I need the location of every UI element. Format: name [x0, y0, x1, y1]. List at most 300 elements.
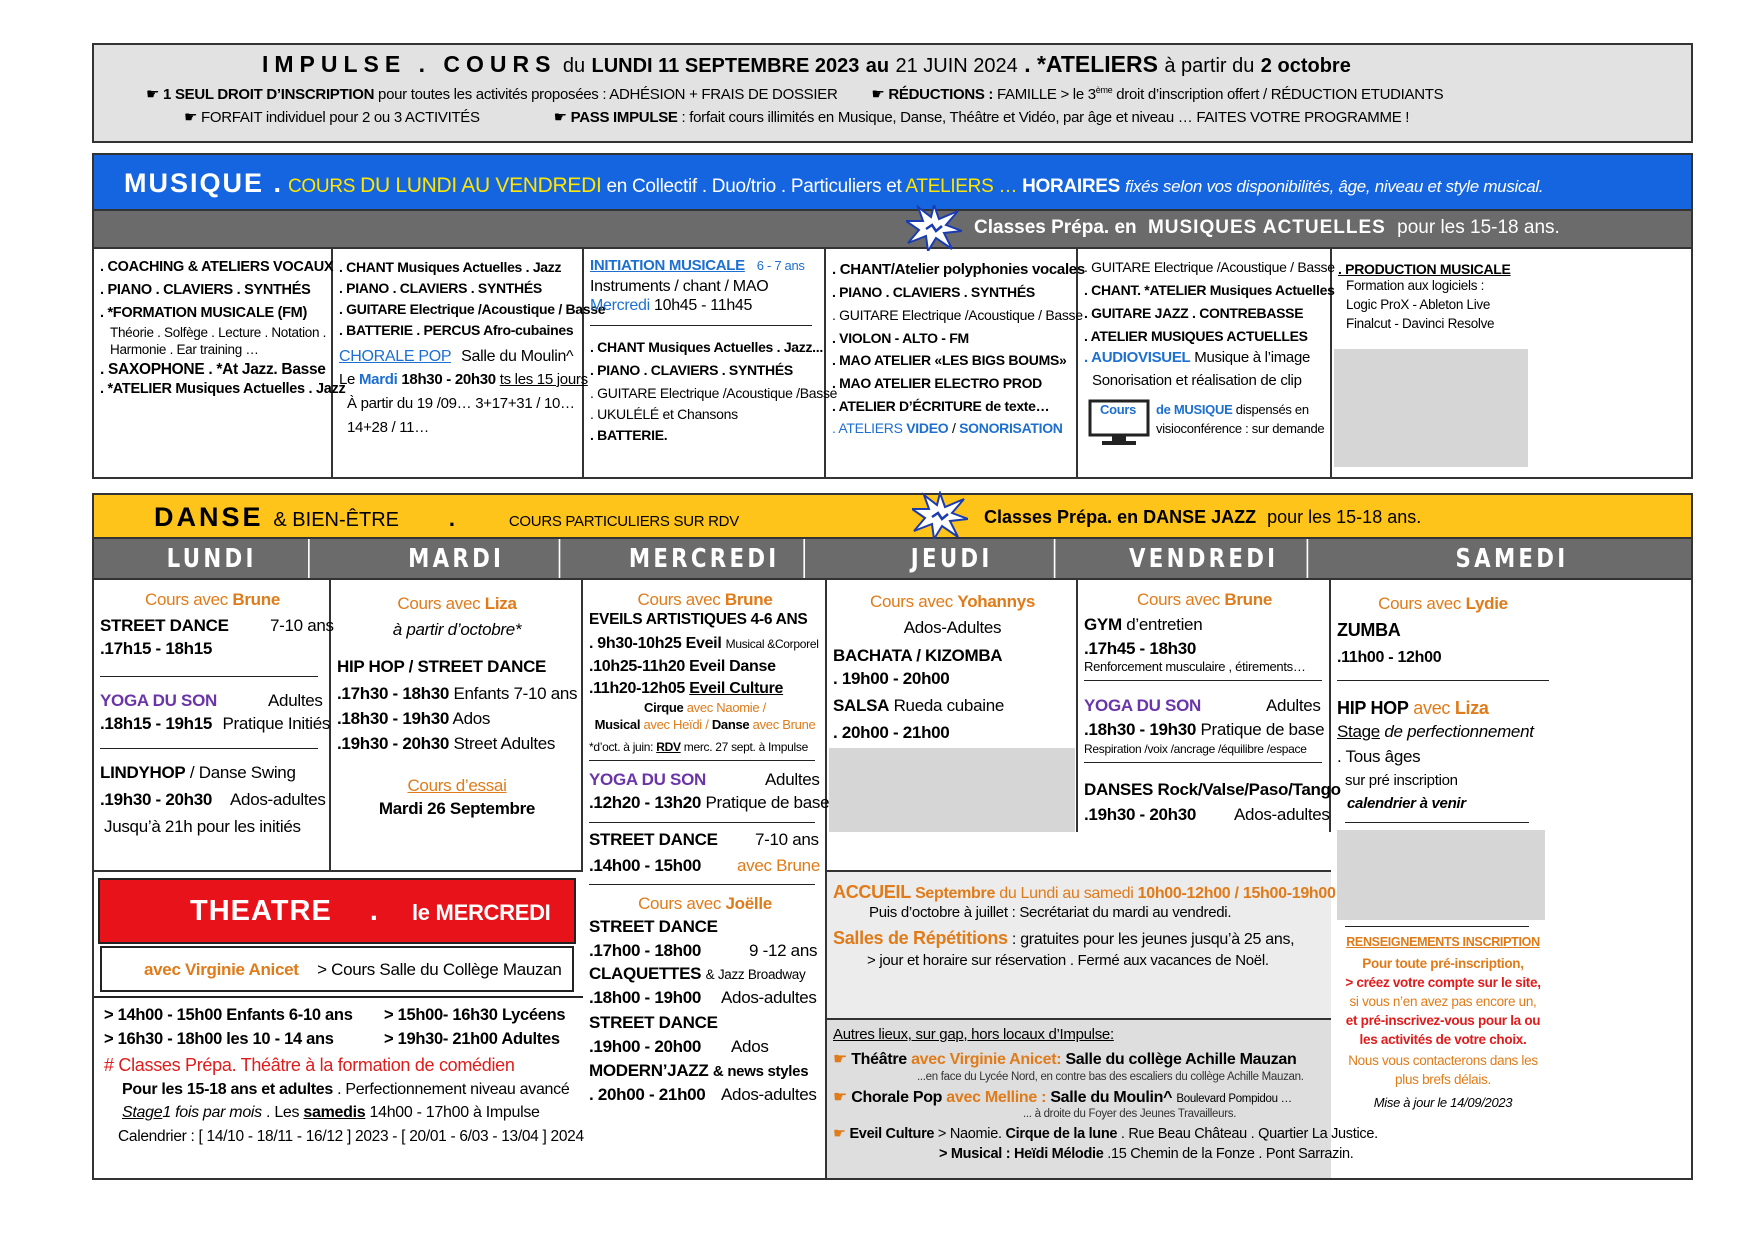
claquettes: [589, 964, 805, 984]
eveil-rdv: [589, 740, 808, 754]
list-item: . COACHING & ATELIERS VOCAUX: [100, 259, 334, 275]
header-line-2: [146, 85, 1443, 104]
theatre-title-bar: [98, 878, 576, 944]
list-item: Logic ProX - Ableton Live: [1346, 297, 1491, 312]
gym-note: Renforcement musculaire , étirements…: [1084, 659, 1306, 674]
mardi-prof: [331, 594, 583, 614]
musique-prepa-text: [974, 217, 1560, 240]
list-item: . ATELIER D’ÉCRITURE de texte…: [832, 398, 1050, 414]
image-placeholder: [1334, 349, 1528, 467]
list-item: . GUITARE JAZZ . CONTREBASSE: [1084, 305, 1304, 321]
le-mercredi: le MERCREDI: [411, 900, 551, 925]
danse-title-line: [154, 501, 739, 533]
musique-col-4: [826, 249, 1085, 477]
initiation-instruments: Instruments / chant / MAO: [590, 278, 769, 295]
prof-lydie: Lydie: [1465, 594, 1508, 613]
niveau: . Perfectionnement niveau avancé: [337, 1081, 570, 1098]
street-dance: STREET DANCE: [589, 917, 718, 936]
yoga-time: [589, 793, 829, 813]
theatre-schedule: [94, 996, 583, 1180]
reservation: > jour et horaire sur réservation . Fermé aux vacances de Noël.: [867, 952, 1269, 969]
group: Enfants 7-10 ans: [453, 684, 578, 703]
musique-col-5: [1078, 249, 1335, 477]
lieu-musical: [939, 1146, 1354, 1163]
sonorisation: SONORISATION: [959, 420, 1063, 436]
zumba: ZUMBA: [1337, 620, 1401, 640]
pointing-hand-icon: ☛: [833, 1051, 848, 1068]
danse-swing: / Danse Swing: [189, 763, 296, 782]
boulevard: Boulevard Pompidou …: [1176, 1093, 1292, 1105]
pointing-hand-icon: ☛: [553, 109, 567, 126]
hip-hop: HIP HOP / STREET DANCE: [337, 657, 547, 676]
musique-horaires: HORAIRES: [1022, 176, 1121, 197]
age: 7-10 ans: [270, 616, 334, 635]
time: .18h30 - 19h30: [1084, 720, 1197, 739]
list-item: . *ATELIER Musiques Actuelles . Jazz: [100, 381, 346, 397]
musique-ateliers: ATELIERS …: [905, 176, 1018, 197]
time: .19h30 - 20h30: [1084, 805, 1197, 824]
list-item: . CHANT/Atelier polyphonies vocales: [832, 261, 1085, 278]
cirque-lune: Cirque de la lune: [1005, 1126, 1118, 1142]
list-item: . GUITARE Electrique /Acoustique / Basse: [1084, 259, 1335, 275]
cours-avec: Cours avec: [1378, 594, 1462, 613]
salle-college: Salle du collège Achille Mauzan: [1065, 1051, 1297, 1068]
list-item: . GUITARE Electrique /Acoustique / Basse: [339, 301, 606, 317]
col-jeudi: [827, 580, 1078, 832]
news-styles: & news styles: [712, 1063, 809, 1080]
chorale-pop-link[interactable]: CHORALE POP: [339, 348, 451, 365]
title-ateliers: . *ATELIERS: [1024, 51, 1158, 77]
claquettes-title: CLAQUETTES: [589, 964, 702, 983]
accueil-box: [827, 870, 1336, 1020]
time: .18h30 - 19h30: [337, 709, 450, 728]
cours-avec: Cours avec: [638, 894, 722, 913]
list-item: . BATTERIE.: [590, 427, 668, 443]
jazz-broadway: & Jazz Broadway: [705, 967, 806, 982]
production-musicale: . PRODUCTION MUSICALE: [1338, 261, 1511, 277]
row: [337, 684, 577, 704]
musique-jours: DU LUNDI AU VENDREDI: [360, 174, 602, 197]
ateliers-video-line: [832, 420, 1063, 437]
frequence: 1 fois par mois: [162, 1104, 262, 1121]
prepa-label: Classes Prépa. en: [974, 217, 1137, 238]
time: . 19h00 - 20h00: [833, 669, 950, 688]
autres-lieux-box: [827, 1020, 1378, 1178]
avec-melline: avec Melline :: [946, 1089, 1047, 1106]
lundi-prof: [94, 590, 331, 610]
accueil-line-1: [833, 882, 1336, 904]
col-vendredi: [1078, 580, 1341, 832]
day-mercredi: MERCREDI: [605, 539, 805, 578]
rens-line: > créez votre compte sur le site,: [1345, 975, 1541, 990]
theatre-title-line: [190, 894, 550, 929]
rens-line: Pour toute pré-inscription,: [1362, 956, 1524, 971]
divider: [589, 760, 815, 761]
jours: du Lundi au samedi: [999, 885, 1134, 902]
eveil-row: [589, 679, 783, 698]
salsa: [833, 696, 1004, 716]
day-vendredi: VENDREDI: [1101, 539, 1308, 578]
time: .17h45 - 18h30: [1084, 639, 1197, 658]
initiation-age: 6 - 7 ans: [756, 258, 805, 273]
bachata: BACHATA / KIZOMBA: [833, 646, 1003, 665]
cirque: Cirque: [644, 700, 684, 715]
danse: Danse: [711, 717, 750, 732]
group: Ados: [452, 709, 491, 728]
prof-brune: Brune: [232, 590, 281, 609]
pointing-hand-icon: ☛: [833, 1126, 846, 1142]
day-mardi: MARDI: [354, 539, 561, 578]
list-item: . MAO ATELIER ELECTRO PROD: [832, 375, 1042, 391]
prepa-age: pour les 15-18 ans.: [1267, 507, 1422, 527]
droit-inscription: 1 SEUL DROIT D’INSCRIPTION: [163, 86, 375, 103]
musique-formats: en Collectif . Duo/trio . Particuliers et: [606, 176, 902, 197]
image-placeholder: [1337, 830, 1545, 920]
yoga-du-son: YOGA DU SON: [589, 770, 706, 789]
entretien: d’entretien: [1126, 615, 1203, 634]
superscript-eme: ème: [1095, 85, 1113, 95]
rdv: RDV: [656, 740, 681, 754]
audiovisuel-line: [1084, 349, 1310, 367]
cours-essai-date: Mardi 26 Septembre: [378, 799, 536, 818]
rdv-date: merc. 27 sept. à Impulse: [683, 740, 808, 754]
cours-essai-link[interactable]: Cours d’essai: [407, 776, 507, 795]
list-item: . CHANT Musiques Actuelles . Jazz...: [590, 339, 823, 355]
gratuites: : gratuites pour les jeunes jusqu’à 25 ans,: [1011, 931, 1295, 948]
time: .12h20 - 13h20: [589, 793, 702, 812]
visio-text: visioconférence : sur demande: [1156, 421, 1325, 436]
mise-a-jour: Mise à jour le 14/09/2023: [1373, 1095, 1513, 1110]
title-impulse: IMPULSE . COURS: [262, 51, 557, 77]
eveil-musical: [583, 717, 827, 733]
list-item: . GUITARE Electrique /Acoustique /Basse: [590, 385, 838, 401]
prof-brune: Brune: [1224, 590, 1273, 609]
rueda: Rueda cubaine: [893, 696, 1005, 715]
starburst-icon: [906, 205, 962, 251]
chorale-pop: Chorale Pop: [851, 1089, 943, 1106]
danse-title-bar: [92, 493, 1693, 539]
time: .11h20-12h05: [589, 680, 686, 697]
theatre-prepa: # Classes Prépa. Théâtre à la formation de comédien: [104, 1055, 515, 1075]
slash: /: [951, 420, 956, 436]
samedis: samedis: [303, 1104, 366, 1121]
dot: .: [369, 895, 378, 927]
divider: [1345, 822, 1529, 823]
list-item: Finalcut - Davinci Resolve: [1346, 316, 1495, 331]
cours-avec: Cours avec: [397, 594, 481, 613]
cours-particuliers: COURS PARTICULIERS SUR RDV: [508, 513, 739, 530]
musical: Musical: [594, 717, 641, 732]
age: 9 -12 ans: [749, 941, 818, 960]
time: . 20h00 - 21h00: [589, 1085, 706, 1104]
list-item: Harmonie . Ear training …: [110, 342, 259, 357]
eveil-culture: Eveil Culture: [689, 680, 784, 697]
prof-yohannys: Yohannys: [957, 592, 1035, 611]
chorale-line: [339, 347, 573, 366]
le: Le: [339, 371, 356, 388]
divider: [100, 676, 318, 677]
musical: > Musical :: [939, 1146, 1011, 1162]
divider: [1084, 680, 1322, 681]
renseignements: RENSEIGNEMENTS INSCRIPTION: [1346, 935, 1540, 949]
avec-brune: avec Brune: [737, 856, 820, 875]
pointing-hand-icon: ☛: [146, 86, 160, 103]
divider: [1337, 680, 1549, 681]
salle-moulin: Salle du Moulin^: [461, 348, 574, 365]
ateliers: . ATELIERS: [832, 420, 903, 436]
divider: [100, 748, 318, 749]
col-lundi: [94, 580, 334, 872]
gym: [1084, 615, 1202, 635]
starburst-icon: [912, 491, 968, 541]
eveil-2: .10h25-11h20 Eveil Danse: [589, 658, 776, 675]
musique-title: MUSIQUE .: [124, 168, 284, 198]
adresse: . Rue Beau Château . Quartier La Justice.: [1120, 1126, 1378, 1142]
row: > 15h00- 16h30 Lycéens: [384, 1006, 566, 1024]
heidi-melodie: Heïdi Mélodie: [1013, 1146, 1104, 1162]
gym-title: GYM: [1084, 615, 1122, 634]
list-item: . CHANT Musiques Actuelles . Jazz: [339, 259, 562, 275]
musique-cours: COURS: [288, 176, 356, 197]
prof-liza: Liza: [1454, 698, 1489, 718]
salsa-title: SALSA: [833, 696, 890, 715]
street-dance: STREET DANCE: [589, 1013, 718, 1032]
avec: avec: [1413, 698, 1451, 718]
list-item: . GUITARE Electrique /Acoustique / Basse: [832, 307, 1083, 323]
vendredi-prof: [1078, 590, 1331, 610]
stage: Stage: [122, 1104, 163, 1121]
lieu-theatre-note: ...en face du Lycée Nord, en contre bas des escaliers du collège Achille Mauzan.: [917, 1071, 1304, 1083]
chorale-frequency: ts les 15 jours: [499, 371, 588, 388]
list-item: . PIANO . CLAVIERS . SYNTHÉS: [832, 284, 1035, 300]
lieu-chorale-note: ... à droite du Foyer des Jeunes Travailleurs.: [1023, 1108, 1237, 1120]
avec-virginie: avec Virginie Anicet: [144, 960, 299, 979]
reductions-famille: FAMILLE > le 3: [997, 86, 1096, 103]
yoga-time: [100, 714, 330, 734]
salle-moulin: Salle du Moulin^: [1050, 1089, 1173, 1106]
ages: Pour les 15-18 ans et adultes: [122, 1081, 333, 1098]
jeudi-prof: [827, 592, 1078, 612]
ages: Ados: [731, 1037, 769, 1056]
days-header: [92, 539, 1693, 580]
stage: [1337, 722, 1534, 742]
musique-col-6: [1332, 249, 1695, 477]
yoga-note: Respiration /voix /ancrage /équilibre /espace: [1084, 742, 1307, 756]
time: .19h00 - 20h00: [589, 1037, 702, 1056]
ages: Ados-adultes: [230, 790, 326, 809]
rens-line: les activités de votre choix.: [1359, 1032, 1527, 1047]
theatre-stage: [122, 1103, 540, 1122]
col-mercredi: [583, 580, 830, 1178]
dot: .: [448, 506, 455, 531]
rens-line: plus brefs délais.: [1395, 1072, 1491, 1087]
day-jeudi: JEUDI: [850, 539, 1056, 578]
theatre-info: [100, 946, 574, 992]
image-placeholder: [829, 748, 1075, 832]
initiation-time: [590, 296, 752, 315]
yoga-time: [1084, 720, 1324, 740]
age: Adultes: [268, 691, 323, 710]
salle-college: > Cours Salle du Collège Mauzan: [317, 960, 562, 979]
chorale-dates-1: À partir du 19 /09… 3+17+31 / 10…: [347, 395, 575, 412]
hip-hop: [1337, 698, 1489, 720]
secretariat: Puis d’octobre à juillet : Secrétariat du mardi au vendredi.: [869, 904, 1232, 921]
ages: Ados-adultes: [721, 1085, 817, 1104]
lieu-theatre: [833, 1050, 1297, 1069]
divider: [589, 884, 815, 885]
les: . Les: [266, 1104, 300, 1121]
musique-grid: [92, 249, 1693, 479]
list-item: . BATTERIE . PERCUS Afro-cubaines: [339, 322, 574, 338]
chorale-dates-2: 14+28 / 11…: [347, 419, 429, 436]
row: > 16h30 - 18h00 les 10 - 14 ans: [104, 1030, 334, 1048]
septembre: Septembre: [915, 885, 996, 902]
chorale-time-line: [339, 371, 588, 389]
avec-naomie: avec Naomie /: [686, 700, 766, 715]
mercredi: Mercredi: [590, 297, 650, 314]
time: .18h00 - 19h00: [589, 988, 702, 1007]
row: > 14h00 - 15h00 Enfants 6-10 ans: [104, 1006, 353, 1024]
header-line-3: [184, 109, 1409, 127]
time: .19h30 - 20h30: [337, 734, 450, 753]
eveil-cirque: [583, 700, 827, 716]
title-start-date: LUNDI 11 SEPTEMBRE 2023: [591, 55, 860, 77]
avec-heidi: avec Heïdi /: [643, 717, 709, 732]
pre-inscription: sur pré inscription: [1345, 772, 1458, 789]
list-item: Théorie . Solfège . Lecture . Notation .: [110, 325, 327, 340]
pass-impulse-text: : forfait cours illimités en Musique, Danse, Théâtre et Vidéo, par âge et niveau … FAITES VOTRE PROGRAMME !: [681, 109, 1410, 126]
level: Pratique de base: [1200, 720, 1325, 739]
dispenses: dispensés en: [1235, 402, 1309, 417]
danse-grid: [92, 580, 1693, 1180]
time: .18h15 - 19h15: [100, 714, 213, 733]
droit-inscription-text: pour toutes les activités proposées : ADHÉSION + FRAIS DE DOSSIER: [378, 86, 838, 103]
stage-label: Stage: [1337, 722, 1380, 741]
musique-title-bar: [92, 153, 1693, 211]
divider: [590, 325, 812, 326]
eveil-1: . 9h30-10h25 Eveil: [589, 635, 722, 652]
accueil-title: ACCUEIL: [833, 882, 911, 902]
row: [337, 709, 490, 729]
musique-col-2: [333, 249, 606, 477]
prof-liza: Liza: [484, 594, 517, 613]
cours-avec: Cours avec: [1136, 590, 1220, 609]
divider: [1345, 926, 1529, 927]
tous-ages: . Tous âges: [1337, 747, 1421, 766]
audiovisuel: . AUDIOVISUEL: [1084, 349, 1191, 366]
title-au: au: [865, 55, 890, 77]
pointing-hand-icon: ☛: [184, 109, 198, 126]
a-partir-octobre: à partir d’octobre*: [392, 620, 522, 639]
list-item: . *FORMATION MUSICALE (FM): [100, 305, 307, 321]
danses: DANSES Rock/Valse/Paso/Tango: [1084, 780, 1341, 799]
chorale-time: 18h30 - 20h30: [401, 371, 496, 388]
street-dance: STREET DANCE: [100, 616, 229, 635]
group: Street Adultes: [453, 734, 556, 753]
danse-prepa: [984, 507, 1421, 529]
mercredi-prof: [583, 590, 827, 610]
prepa-danse-jazz: Classes Prépa. en DANSE JAZZ: [984, 507, 1257, 527]
reductions-text: droit d’inscription offert / RÉDUCTION ETUDIANTS: [1116, 86, 1444, 103]
mercredi-prof-2: [583, 894, 827, 914]
list-item: Formation aux logiciels :: [1346, 278, 1485, 293]
cours-label: Cours: [1100, 402, 1137, 417]
initiation-hours: 10h45 - 11h45: [654, 297, 753, 314]
age: Adultes: [1266, 696, 1321, 715]
title-october: 2 octobre: [1260, 55, 1351, 77]
list-item: . PIANO . CLAVIERS . SYNTHÉS: [590, 362, 793, 378]
avec-brune: avec Brune: [752, 717, 816, 732]
header-title: [262, 51, 1351, 79]
list-item: . ATELIER MUSIQUES ACTUELLES: [1084, 328, 1308, 344]
cours-avec: Cours avec: [870, 592, 953, 611]
calendrier: calendrier à venir: [1347, 795, 1466, 812]
musique-title-line: [124, 167, 1543, 199]
list-item: . PIANO . CLAVIERS . SYNTHÉS: [100, 282, 311, 298]
perfectionnement: de perfectionnement: [1384, 722, 1534, 741]
eveil-culture: Eveil Culture: [849, 1126, 935, 1142]
initiation-line: [590, 257, 805, 275]
age: Adultes: [765, 770, 820, 789]
sonorisation-text: Sonorisation et réalisation de clip: [1092, 372, 1302, 389]
row: [337, 734, 555, 754]
repetitions: [833, 928, 1294, 950]
cours-musique-line: [1156, 402, 1309, 418]
list-item: . CHANT. *ATELIER Musiques Actuelles: [1084, 282, 1335, 298]
divider: [589, 822, 815, 823]
naomie: > Naomie.: [937, 1126, 1002, 1142]
cours-avec: Cours avec: [637, 590, 721, 609]
lindyhop: [100, 763, 296, 783]
theatre-calendrier: Calendrier : [ 14/10 - 18/11 - 16/12 ] 2023 - [ 20/01 - 6/03 - 13/04 ] 2024: [118, 1128, 584, 1145]
samedi-prof: [1331, 594, 1555, 614]
pointing-hand-icon: ☛: [833, 1089, 848, 1106]
time: .17h15 - 18h15: [100, 639, 213, 658]
col-mardi: [331, 580, 583, 872]
modern-jazz-title: MODERN’JAZZ: [589, 1061, 709, 1080]
initiation-musicale[interactable]: INITIATION MUSICALE: [590, 257, 745, 274]
salles-repetitions: Salles de Répétitions: [833, 928, 1008, 948]
time: .19h30 - 20h30: [100, 790, 213, 809]
rens-line: Nous vous contacterons dans les: [1348, 1053, 1538, 1068]
level: Pratique de base: [705, 793, 830, 812]
modern-jazz: [589, 1061, 808, 1081]
title-from: à partir du: [1164, 55, 1255, 77]
list-item: . VIOLON - ALTO - FM: [832, 330, 969, 346]
forfait-text: FORFAIT individuel pour 2 ou 3 ACTIVITÉS: [201, 109, 480, 126]
eveils-title: EVEILS ARTISTIQUES 4-6 ANS: [589, 611, 808, 628]
danse-title: DANSE: [154, 502, 264, 532]
bien-etre: & BIEN-ÊTRE: [273, 509, 399, 531]
ages: Ados-adultes: [721, 988, 817, 1007]
oct-juin: *d’oct. à juin:: [589, 740, 654, 754]
yoga-du-son: YOGA DU SON: [1084, 696, 1201, 715]
ages: Ados-adultes: [1234, 805, 1330, 824]
list-item: . PIANO . CLAVIERS . SYNTHÉS: [339, 280, 542, 296]
time: . 20h00 - 21h00: [833, 723, 950, 742]
video: VIDEO: [906, 420, 949, 436]
theatre-title: THEATRE: [190, 895, 332, 927]
age: 7-10 ans: [755, 830, 819, 849]
pass-impulse: PASS IMPULSE: [570, 109, 678, 126]
lindyhop-title: LINDYHOP: [100, 763, 186, 782]
musique-horaires-text: fixés selon vos disponibilités, âge, niveau et style musical.: [1125, 177, 1544, 196]
title-end-date: 21 JUIN 2024: [895, 55, 1018, 77]
row: > 19h30- 21h00 Adultes: [384, 1030, 560, 1048]
title-du: du: [562, 55, 586, 77]
time: .17h00 - 18h00: [589, 941, 702, 960]
day-lundi: LUNDI: [115, 539, 309, 578]
